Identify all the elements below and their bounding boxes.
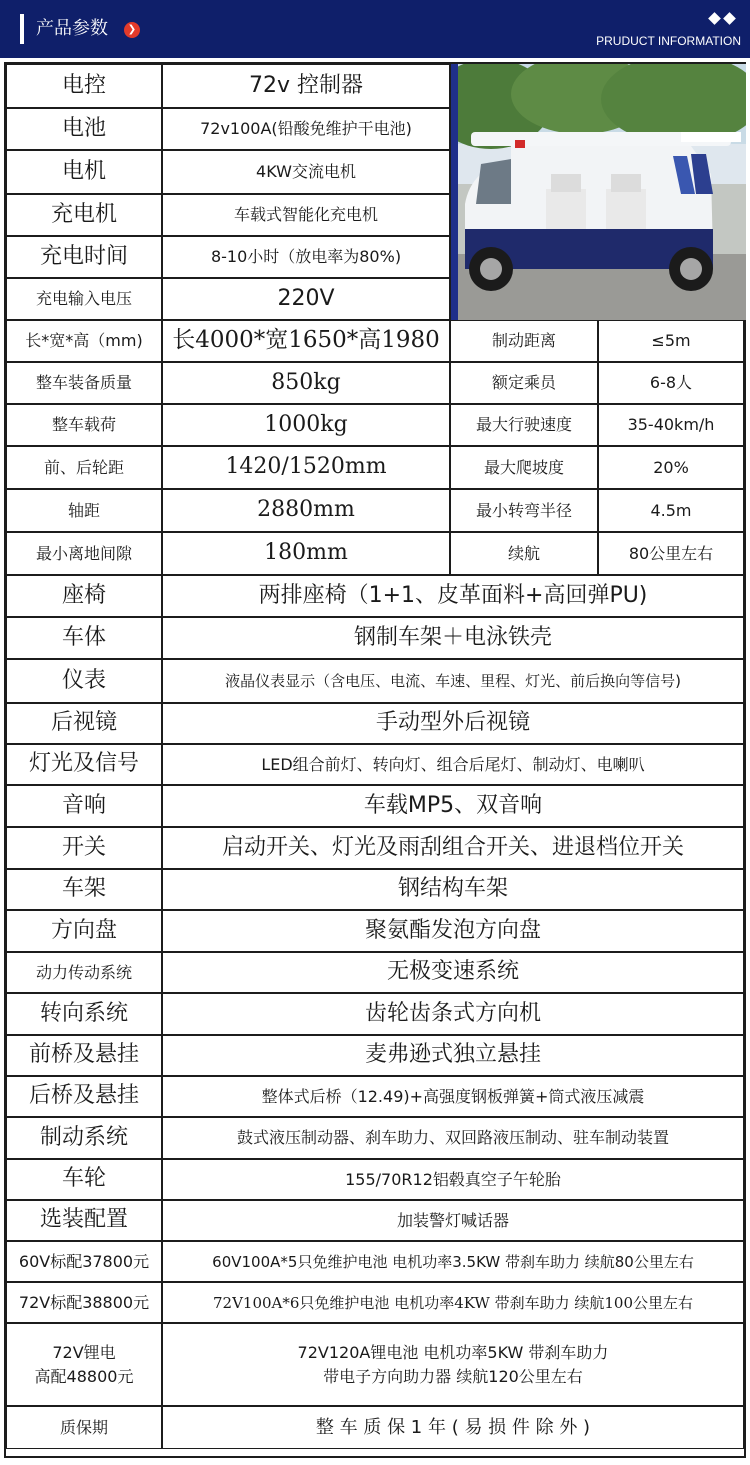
spec-label: 转向系统 <box>6 993 162 1035</box>
spec-value: 220V <box>162 278 450 320</box>
spec-value: 4KW交流电机 <box>162 150 450 194</box>
chevron-right-circle-icon: ❯ <box>124 22 140 38</box>
spec-value: 鼓式液压制动器、刹车助力、双回路液压制动、驻车制动装置 <box>162 1117 744 1159</box>
spec-value: 2880mm <box>162 489 450 532</box>
spec-label: 制动距离 <box>450 320 598 362</box>
spec-label: 音响 <box>6 785 162 827</box>
spec-value: 无极变速系统 <box>162 952 744 993</box>
spec-label: 电机 <box>6 150 162 194</box>
spec-value: 麦弗逊式独立悬挂 <box>162 1035 744 1076</box>
spec-label: 灯光及信号 <box>6 744 162 785</box>
spec-label: 选装配置 <box>6 1200 162 1241</box>
spec-value: 车载式智能化充电机 <box>162 194 450 236</box>
spec-value: 155/70R12铝毂真空子午轮胎 <box>162 1159 744 1200</box>
spec-label: 最大爬坡度 <box>450 446 598 489</box>
spec-label: 车架 <box>6 869 162 910</box>
spec-label: 座椅 <box>6 575 162 617</box>
spec-label: 后桥及悬挂 <box>6 1076 162 1117</box>
spec-value: 4.5m <box>598 489 744 532</box>
spec-label: 电池 <box>6 108 162 150</box>
spec-value: 聚氨酯发泡方向盘 <box>162 910 744 952</box>
spec-label: 最小离地间隙 <box>6 532 162 575</box>
spec-value: 钢结构车架 <box>162 869 744 910</box>
spec-label: 方向盘 <box>6 910 162 952</box>
spec-value: 72V120A锂电池 电机功率5KW 带刹车助力 带电子方向助力器 续航120公里左右 <box>162 1323 744 1406</box>
spec-value: 72v100A(铅酸免维护干电池) <box>162 108 450 150</box>
spec-value: 1000kg <box>162 404 450 446</box>
spec-value: 整 车 质 保 1 年 ( 易 损 件 除 外 ) <box>162 1406 744 1449</box>
spec-value: 60V100A*5只免维护电池 电机功率3.5KW 带刹车助力 续航80公里左右 <box>162 1241 744 1282</box>
spec-value: 启动开关、灯光及雨刮组合开关、进退档位开关 <box>162 827 744 869</box>
spec-label: 最小转弯半径 <box>450 489 598 532</box>
spec-value: 液晶仪表显示（含电压、电流、车速、里程、灯光、前后换向等信号) <box>162 659 744 703</box>
header-subtitle: PRUDUCT INFORMATION <box>596 34 741 48</box>
spec-value: 1420/1520mm <box>162 446 450 489</box>
spec-label: 最大行驶速度 <box>450 404 598 446</box>
spec-label: 额定乘员 <box>450 362 598 404</box>
spec-value: 72V100A*6只免维护电池 电机功率4KW 带刹车助力 续航100公里左右 <box>162 1282 744 1323</box>
spec-label: 仪表 <box>6 659 162 703</box>
spec-value: 850kg <box>162 362 450 404</box>
spec-label: 整车装备质量 <box>6 362 162 404</box>
spec-value: 整体式后桥（12.49)+高强度钢板弹簧+筒式液压减震 <box>162 1076 744 1117</box>
diamond-icon <box>723 12 736 25</box>
spec-value: LED组合前灯、转向灯、组合后尾灯、制动灯、电喇叭 <box>162 744 744 785</box>
spec-label: 72V锂电 高配48800元 <box>6 1323 162 1406</box>
spec-value: 8-10小时（放电率为80%) <box>162 236 450 278</box>
spec-value: 6-8人 <box>598 362 744 404</box>
spec-label: 轴距 <box>6 489 162 532</box>
spec-value: 钢制车架＋电泳铁壳 <box>162 617 744 659</box>
spec-label: 前桥及悬挂 <box>6 1035 162 1076</box>
spec-label: 72V标配38800元 <box>6 1282 162 1323</box>
spec-value: 手动型外后视镜 <box>162 703 744 744</box>
spec-label: 充电输入电压 <box>6 278 162 320</box>
spec-value: 两排座椅（1+1、皮革面料+高回弹PU) <box>162 575 744 617</box>
spec-label: 后视镜 <box>6 703 162 744</box>
spec-value: 72v 控制器 <box>162 64 450 108</box>
spec-value: 车载MP5、双音响 <box>162 785 744 827</box>
spec-label: 60V标配37800元 <box>6 1241 162 1282</box>
spec-label: 制动系统 <box>6 1117 162 1159</box>
spec-value: 180mm <box>162 532 450 575</box>
spec-value: 齿轮齿条式方向机 <box>162 993 744 1035</box>
spec-value: 80公里左右 <box>598 532 744 575</box>
spec-label: 动力传动系统 <box>6 952 162 993</box>
spec-label: 车体 <box>6 617 162 659</box>
spec-label: 充电时间 <box>6 236 162 278</box>
spec-label: 开关 <box>6 827 162 869</box>
spec-label: 充电机 <box>6 194 162 236</box>
spec-value: 35-40km/h <box>598 404 744 446</box>
diamond-icon <box>708 12 721 25</box>
spec-label: 续航 <box>450 532 598 575</box>
spec-label: 整车载荷 <box>6 404 162 446</box>
spec-label: 长*宽*高（mm) <box>6 320 162 362</box>
spec-value: 长4000*宽1650*高1980 <box>162 320 450 362</box>
spec-label: 电控 <box>6 64 162 108</box>
spec-label: 前、后轮距 <box>6 446 162 489</box>
spec-value: 20% <box>598 446 744 489</box>
vehicle-photo <box>450 64 746 320</box>
header-title: 产品参数 <box>36 18 108 39</box>
spec-value: 加装警灯喊话器 <box>162 1200 744 1241</box>
header-accent-bar <box>20 14 24 44</box>
spec-value: ≤5m <box>598 320 744 362</box>
section-header <box>0 0 750 58</box>
photo-edge-strip <box>451 64 458 320</box>
spec-label: 质保期 <box>6 1406 162 1449</box>
spec-label: 车轮 <box>6 1159 162 1200</box>
